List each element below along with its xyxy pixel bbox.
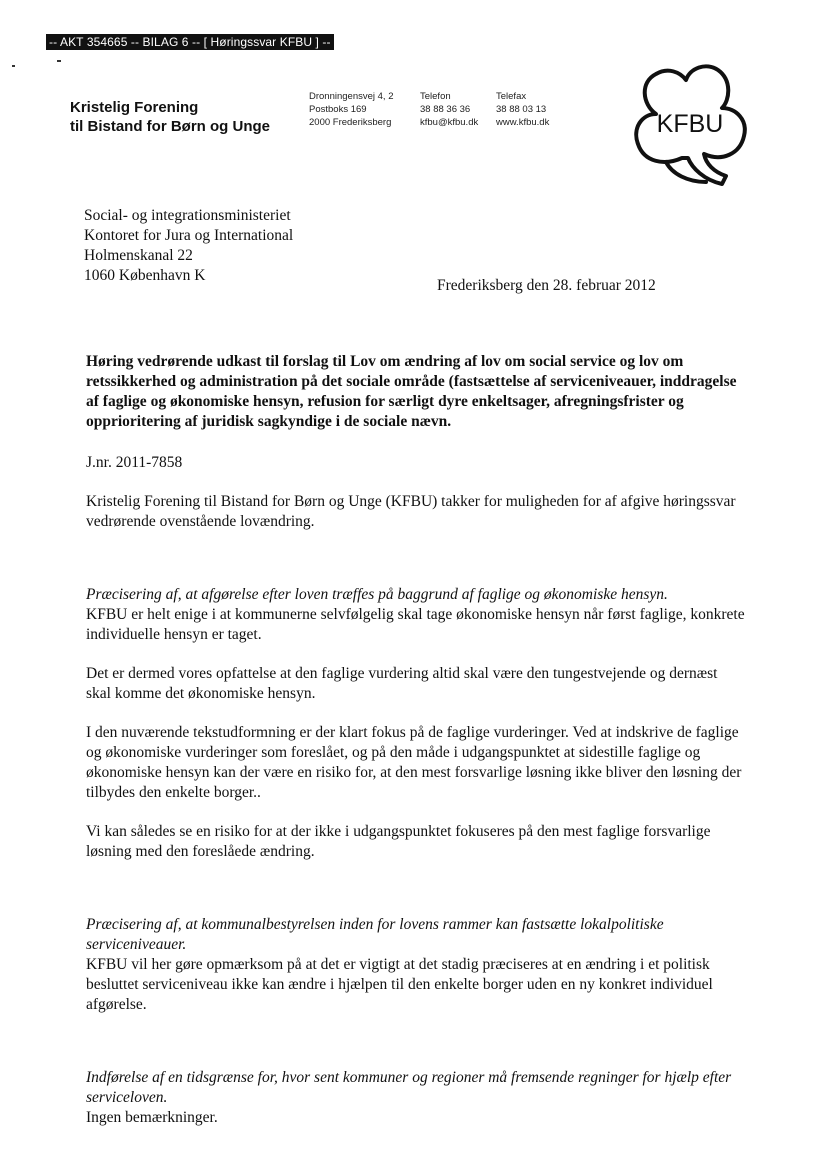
- recipient-address: [84, 206, 293, 286]
- address-line: 2000 Frederiksberg: [309, 117, 392, 128]
- phone-number: 38 88 36 36: [420, 104, 471, 115]
- letter-body: [86, 352, 746, 1147]
- section-title: Præcisering af, at afgørelse efter loven træffes på baggrund af faglige og økonomiske hensyn.: [86, 586, 668, 603]
- section-paragraph: KFBU er helt enige i at kommunerne selvfølgelig skal tage økonomiske hensyn når først faglige, konkrete individuelle hensyn er taget.: [86, 606, 745, 643]
- recipient-line: 1060 København K: [84, 267, 206, 284]
- section-paragraph: KFBU vil her gøre opmærksom på at det er vigtigt at det stadig præciseres at en ændring i et politisk besluttet serviceniveau ikke kan ændre i hjælpen til den enkelte borger uden en ny konkret individuel afgørelse.: [86, 956, 713, 1013]
- address-line: Postboks 169: [309, 104, 367, 115]
- phone-label: Telefon: [420, 91, 451, 102]
- letter-date: Frederiksberg den 28. februar 2012: [437, 277, 656, 294]
- scan-speck: [57, 60, 61, 62]
- document-stamp: -- AKT 354665 -- BILAG 6 -- [ Høringssvar KFBU ] --: [46, 34, 334, 50]
- section-title: Præcisering af, at kommunalbestyrelsen inden for lovens rammer kan fastsætte lokalpolitiske serviceniveauer.: [86, 916, 664, 953]
- subject-heading: Høring vedrørende udkast til forslag til Lov om ændring af lov om social service og lov om retssikkerhed og administration på det sociale område (fastsættelse af serviceniveauer, inddragelse af faglige og økonomiske hensyn, refusion for særligt dyre enkeltsager, afregningsfrister og opprioritering af juridisk sagkyndige i de sociale nævn.: [86, 353, 737, 430]
- email-address: kfbu@kfbu.dk: [420, 117, 479, 128]
- kfbu-clover-logo: [630, 58, 750, 190]
- website-address: www.kfbu.dk: [496, 117, 550, 128]
- logo-text: KFBU: [656, 110, 724, 138]
- recipient-line: Social- og integrationsministeriet: [84, 207, 291, 224]
- section-paragraph: I den nuværende tekstudformning er der klart fokus på de faglige vurderinger. Ved at indskrive de faglige og økonomiske vurderinger som foreslået, og på den måde i udgangspunktet at sidestille faglige og økonomiske hensyn kan der være en risiko for, at den mest forsvarlige løsning ikke bliver den løsning der tilbydes den enkelte borger..: [86, 724, 742, 801]
- journal-number: J.nr. 2011-7858: [86, 454, 183, 471]
- organization-name-line1: Kristelig Forening: [70, 99, 199, 116]
- section-paragraph: Ingen bemærkninger.: [86, 1109, 218, 1126]
- organization-name: [70, 98, 270, 136]
- scan-speck: [12, 65, 15, 67]
- section-paragraph: Vi kan således se en risiko for at der ikke i udgangspunktet fokuseres på den mest faglige forsvarlige løsning med den foreslåede ændring.: [86, 823, 711, 860]
- organization-phone-email: [420, 90, 478, 129]
- organization-name-line2: til Bistand for Børn og Unge: [70, 118, 270, 135]
- section-title: Indførelse af en tidsgrænse for, hvor sent kommuner og regioner må fremsende regninger for hjælp efter serviceloven.: [86, 1069, 732, 1106]
- address-line: Dronningensvej 4, 2: [309, 91, 394, 102]
- recipient-line: Holmenskanal 22: [84, 247, 193, 264]
- fax-label: Telefax: [496, 91, 527, 102]
- section-paragraph: Det er dermed vores opfattelse at den faglige vurdering altid skal være den tungestvejende og dernæst skal komme det økonomiske hensyn.: [86, 665, 718, 702]
- organization-fax-web: [496, 90, 549, 129]
- organization-address: [309, 90, 394, 129]
- recipient-line: Kontoret for Jura og International: [84, 227, 294, 244]
- intro-paragraph: Kristelig Forening til Bistand for Børn og Unge (KFBU) takker for muligheden for af afgive høringssvar vedrørende ovenstående lovændring.: [86, 493, 736, 530]
- fax-number: 38 88 03 13: [496, 104, 547, 115]
